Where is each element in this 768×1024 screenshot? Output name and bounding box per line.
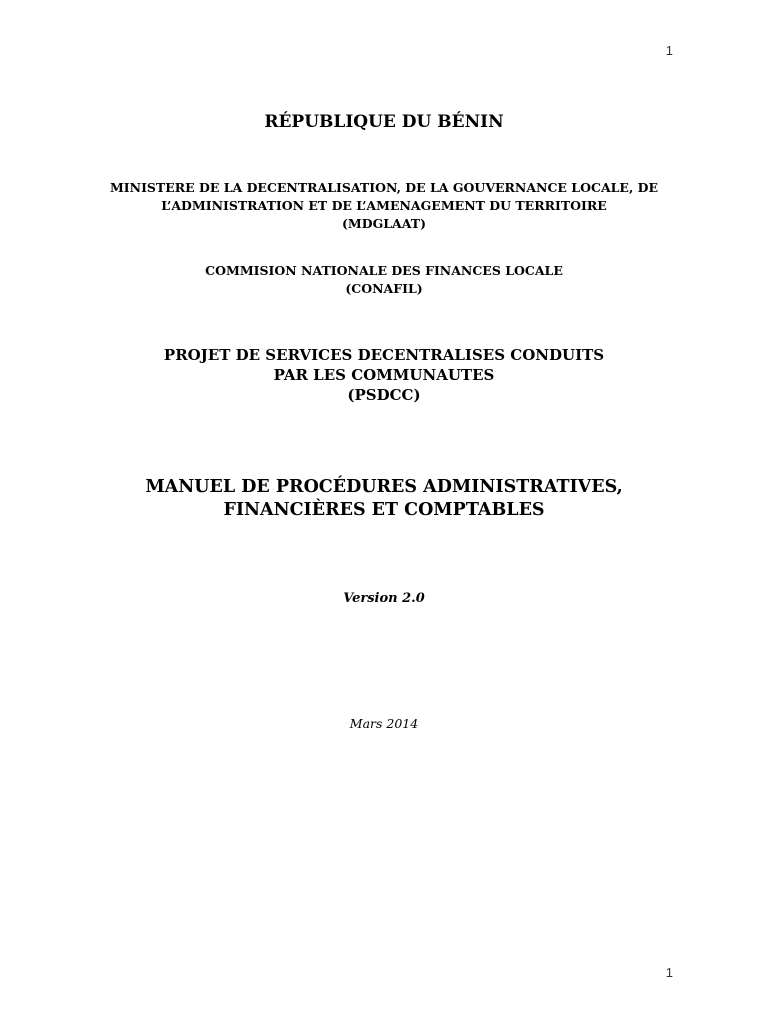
country-name: RÉPUBLIQUE DU BÉNIN <box>264 112 504 132</box>
document-title <box>0 476 768 522</box>
commission-acronym: (CONAFIL) <box>345 281 423 296</box>
document-version: Version 2.0 <box>343 591 425 606</box>
ministry-heading <box>0 179 768 233</box>
page-number-top: 1 <box>665 43 673 58</box>
commission-name: COMMISION NATIONALE DES FINANCES LOCALE <box>205 263 563 278</box>
project-acronym: (PSDCC) <box>347 386 421 404</box>
document-date: Mars 2014 <box>349 716 419 731</box>
commission-heading <box>0 262 768 298</box>
document-title-line-2: FINANCIÈRES ET COMPTABLES <box>223 500 545 520</box>
ministry-line-2: L’ADMINISTRATION ET DE L’AMENAGEMENT DU TERRITOIRE <box>161 198 607 213</box>
project-line-1: PROJET DE SERVICES DECENTRALISES CONDUITS <box>163 346 605 364</box>
country-title <box>0 112 768 132</box>
ministry-acronym: (MDGLAAT) <box>342 216 426 231</box>
ministry-line-1: MINISTERE DE LA DECENTRALISATION, DE LA GOUVERNANCE LOCALE, DE <box>109 180 659 195</box>
page-number-bottom: 1 <box>665 965 673 980</box>
document-title-line-1: MANUEL DE PROCÉDURES ADMINISTRATIVES, <box>145 477 623 497</box>
project-line-2: PAR LES COMMUNAUTES <box>273 366 495 384</box>
project-heading <box>0 345 768 405</box>
